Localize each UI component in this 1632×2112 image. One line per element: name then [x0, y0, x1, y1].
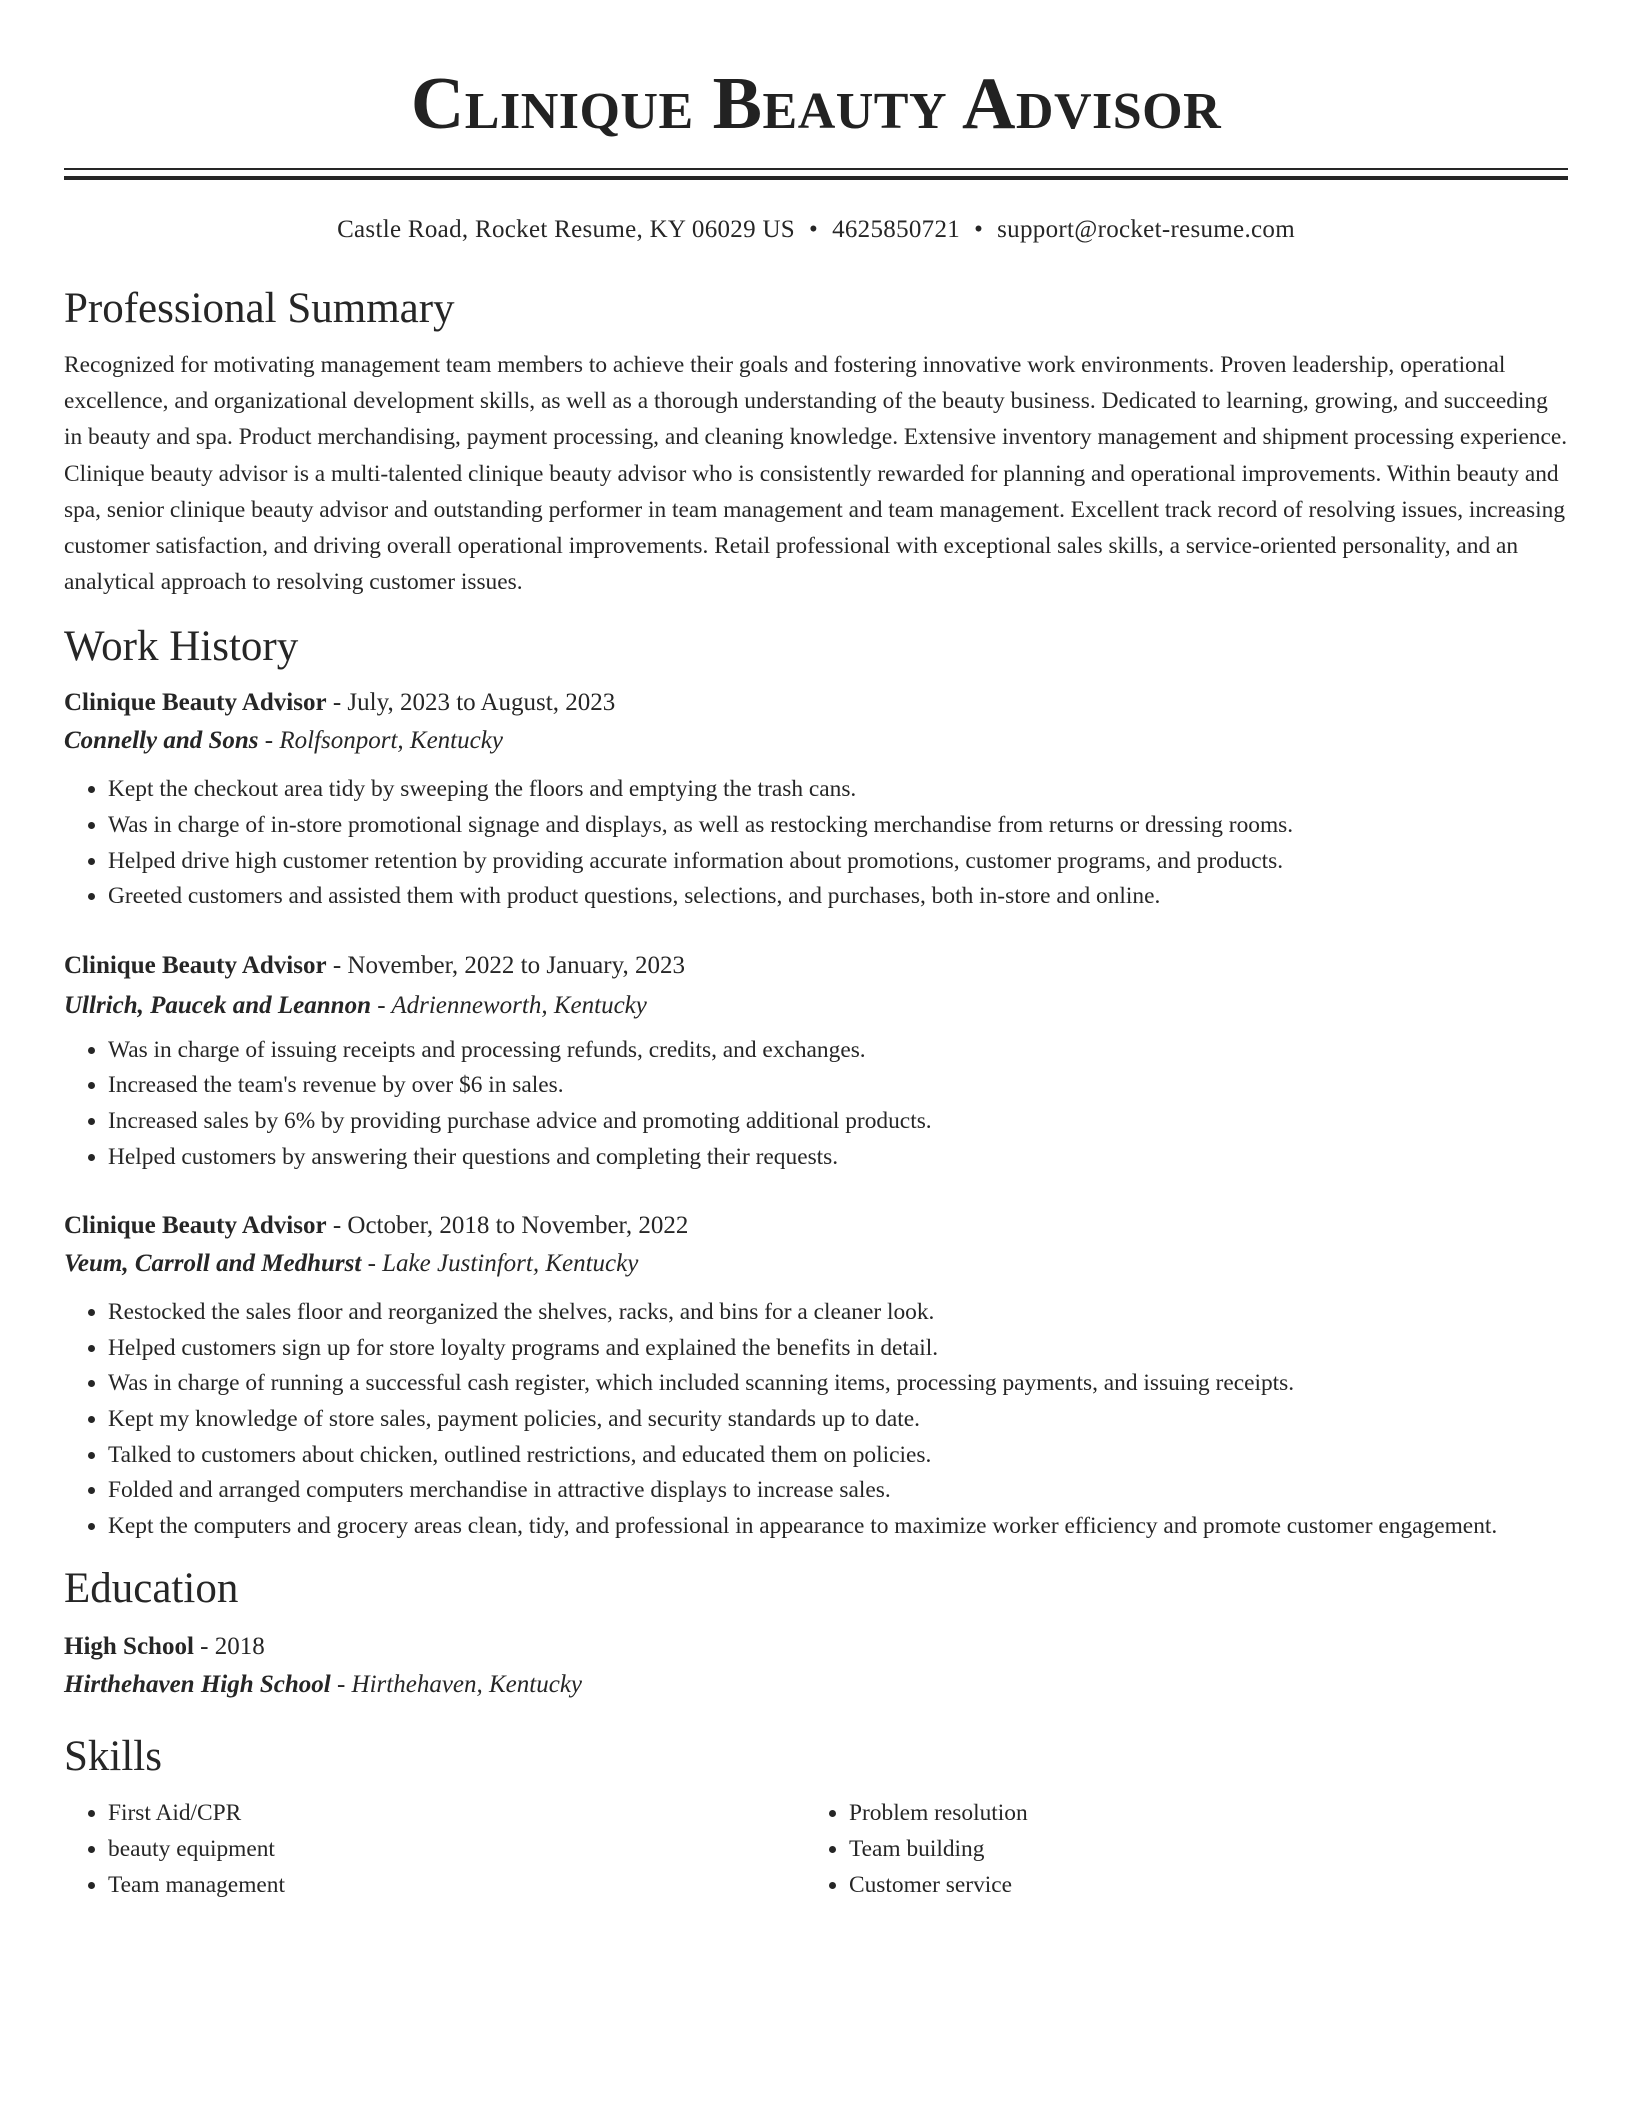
job-bullet: • Was in charge of running a successful cash register, which included scanning items, processing payments, and issuing receipts.	[108, 1366, 1568, 1402]
job-bullet: • Folded and arranged computers merchandise in attractive displays to increase sales.	[108, 1473, 1568, 1509]
job-dates: - July, 2023 to August, 2023	[326, 689, 616, 717]
job-role: Clinique Beauty Advisor	[64, 689, 327, 717]
education-year: - 2018	[193, 1633, 265, 1661]
job-employer: Connelly and Sons	[64, 727, 259, 755]
contact-phone: 4625850721	[832, 216, 961, 243]
job-entry	[64, 947, 1568, 1175]
skills-list-left	[64, 1796, 805, 1903]
job-employer-line	[64, 722, 1568, 760]
job-heading	[64, 1207, 1568, 1245]
job-employer-line	[64, 1245, 1568, 1283]
contact-line	[64, 214, 1568, 246]
job-location: - Adrienneworth, Kentucky	[370, 991, 647, 1019]
job-bullet: • Kept the computers and grocery areas clean, tidy, and professional in appearance to maximize worker efficiency and promote customer engagement.	[108, 1509, 1568, 1545]
summary-text: Recognized for motivating management team members to achieve their goals and fostering innovative work environments. Proven leadership, operational excellence, and organizational development skills, as well as a thorough understanding of the beauty business. Dedicated to learning, growing, and succeeding in beauty and spa. Product merchandising, payment processing, and cleaning knowledge. Extensive inventory management and shipment processing experience. Clinique beauty advisor is a multi-talented clinique beauty advisor who is consistently rewarded for planning and operational improvements. Within beauty and spa, senior clinique beauty advisor and outstanding performer in team management and team management. Excellent track record of resolving issues, increasing customer satisfaction, and driving overall operational improvements. Retail professional with exceptional sales skills, a service-oriented personality, and an analytical approach to resolving customer issues.	[64, 352, 1568, 596]
job-bullet: • Helped customers by answering their questions and completing their requests.	[108, 1140, 1568, 1176]
job-bullet: • Kept my knowledge of store sales, payment policies, and security standards up to date.	[108, 1402, 1568, 1438]
job-employer: Ullrich, Paucek and Leannon	[64, 991, 371, 1019]
job-employer: Veum, Carroll and Medhurst	[64, 1250, 362, 1278]
job-location: - Lake Justinfort, Kentucky	[361, 1250, 639, 1278]
job-bullet: • Helped customers sign up for store loyalty programs and explained the benefits in detail.	[108, 1331, 1568, 1367]
job-role: Clinique Beauty Advisor	[64, 951, 327, 979]
job-bullets	[64, 1033, 1568, 1175]
job-entry	[64, 684, 1568, 914]
contact-address: Castle Road, Rocket Resume, KY 06029 US	[337, 216, 796, 243]
job-role: Clinique Beauty Advisor	[64, 1212, 327, 1240]
section-title-summary: Professional Summary	[64, 285, 455, 332]
contact-separator: •	[809, 216, 819, 243]
skill-item: • beauty equipment	[108, 1832, 805, 1868]
skill-item: • Problem resolution	[849, 1796, 1546, 1832]
skill-item: • Team building	[849, 1832, 1546, 1868]
job-bullet: • Restocked the sales floor and reorganized the shelves, racks, and bins for a cleaner look.	[108, 1295, 1568, 1331]
skill-item: • Customer service	[849, 1868, 1546, 1904]
education-entry	[64, 1628, 1568, 1704]
contact-separator: •	[974, 216, 984, 243]
job-employer-line	[64, 987, 1568, 1025]
resume-page	[64, 0, 1568, 1903]
job-bullets	[64, 772, 1568, 914]
education-school: Hirthehaven High School	[64, 1671, 331, 1699]
education-heading	[64, 1628, 1568, 1666]
resume-name: Clinique Beauty Advisor	[410, 63, 1222, 145]
contact-email: support@rocket-resume.com	[997, 216, 1295, 243]
skills-columns	[64, 1796, 1568, 1903]
section-title-skills: Skills	[64, 1733, 162, 1781]
section-title-education: Education	[64, 1565, 239, 1613]
job-bullet: • Was in charge of in-store promotional signage and displays, as well as restocking merchandise from returns or dressing rooms.	[108, 808, 1568, 844]
skill-item: • First Aid/CPR	[108, 1796, 805, 1832]
job-bullet: • Was in charge of issuing receipts and processing refunds, credits, and exchanges.	[108, 1033, 1568, 1069]
job-bullet: • Greeted customers and assisted them with product questions, selections, and purchases, both in-store and online.	[108, 879, 1568, 915]
job-bullet: • Helped drive high customer retention by providing accurate information about promotions, customer programs, and products.	[108, 844, 1568, 880]
header-rule-thick	[64, 176, 1568, 180]
section-title-work-history: Work History	[64, 623, 299, 671]
job-heading	[64, 947, 1568, 985]
job-bullets	[64, 1295, 1568, 1544]
education-location: - Hirthehaven, Kentucky	[330, 1671, 583, 1699]
job-bullet: • Talked to customers about chicken, outlined restrictions, and educated them on policies.	[108, 1438, 1568, 1474]
job-location: - Rolfsonport, Kentucky	[258, 727, 503, 755]
job-bullet: • Increased the team's revenue by over $6 in sales.	[108, 1068, 1568, 1104]
job-bullet: • Increased sales by 6% by providing purchase advice and promoting additional products.	[108, 1104, 1568, 1140]
job-heading	[64, 684, 1568, 722]
education-degree: High School	[64, 1633, 194, 1661]
job-bullet: • Kept the checkout area tidy by sweeping the floors and emptying the trash cans.	[108, 772, 1568, 808]
skills-list-right	[805, 1796, 1546, 1903]
job-dates: - October, 2018 to November, 2022	[326, 1212, 689, 1240]
header-rule-thin	[64, 168, 1568, 170]
job-entry	[64, 1207, 1568, 1544]
education-school-line	[64, 1666, 1568, 1704]
job-dates: - November, 2022 to January, 2023	[326, 951, 685, 979]
skill-item: • Team management	[108, 1868, 805, 1904]
